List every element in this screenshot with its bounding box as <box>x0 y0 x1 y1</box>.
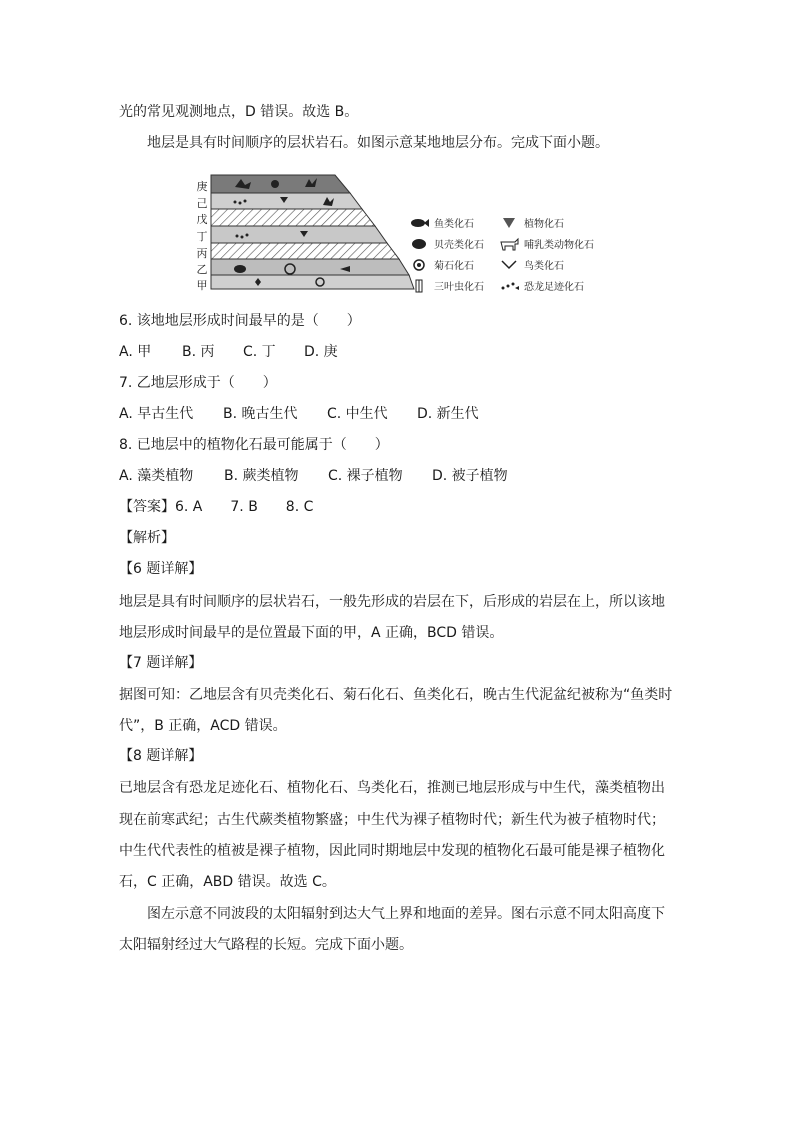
legend-label: 鸟类化石 <box>524 261 564 272</box>
option-b: B. 蕨类植物 <box>224 468 299 484</box>
legend-label: 哺乳类动物化石 <box>524 240 594 251</box>
option-b: B. 晚古生代 <box>223 406 298 422</box>
detail-8-line: 现在前寒武纪；古生代蕨类植物繁盛；中生代为裸子植物时代；新生代为被子植物时代； <box>119 812 665 828</box>
legend-label: 恐龙足迹化石 <box>524 282 584 293</box>
answer-line: 【答案】6. A 7. B 8. C <box>119 499 314 515</box>
layer-label: 丁 <box>196 230 208 243</box>
option-a: A. 甲 <box>119 344 152 360</box>
analysis-heading: 【解析】 <box>119 530 175 546</box>
legend-label: 鱼类化石 <box>434 219 474 230</box>
fish-icon <box>408 216 430 230</box>
layer-label: 戊 <box>196 213 208 226</box>
legend-shell <box>408 236 484 251</box>
detail-8-line: 石，C 正确，ABD 错误。故选 C。 <box>119 874 336 890</box>
option-d: D. 被子植物 <box>432 468 508 484</box>
layer-label: 庚 <box>196 180 208 193</box>
legend-mammal <box>498 236 594 251</box>
option-c: C. 中生代 <box>327 406 388 422</box>
question-8: 8. 已地层中的植物化石最可能属于（ ） <box>119 437 389 453</box>
dinosaur-track-icon <box>498 279 520 293</box>
legend-dinosaur-track <box>498 278 584 293</box>
legend-fish <box>408 215 474 230</box>
paragraph-line: 光的常见观测地点，D 错误。故选 B。 <box>119 104 359 120</box>
ammonite-icon <box>408 258 430 272</box>
shell-icon <box>408 237 430 251</box>
question-6: 6. 该地地层形成时间最早的是（ ） <box>119 313 361 329</box>
question-8-options <box>119 467 508 485</box>
option-b: B. 丙 <box>182 344 215 360</box>
detail-6-line: 地层是具有时间顺序的层状岩石，一般先形成的岩层在下，后形成的岩层在上，所以该地 <box>119 594 665 610</box>
strata-diagram <box>195 165 605 295</box>
trilobite-icon <box>408 279 430 293</box>
strata-figure <box>195 165 605 295</box>
legend-trilobite <box>408 278 484 293</box>
paragraph-intro: 地层是具有时间顺序的层状岩石。如图示意某地地层分布。完成下面小题。 <box>147 135 609 151</box>
mammal-icon <box>498 237 520 251</box>
option-d: D. 新生代 <box>417 406 479 422</box>
detail-7-line: 代”，B 正确，ACD 错误。 <box>119 718 287 734</box>
option-a: A. 藻类植物 <box>119 468 194 484</box>
legend-label: 植物化石 <box>524 219 564 230</box>
option-c: C. 丁 <box>243 344 276 360</box>
plant-icon <box>498 216 520 230</box>
question-7-options <box>119 405 479 423</box>
detail-6-line: 地层形成时间最早的是位置最下面的甲，A 正确，BCD 错误。 <box>119 625 504 641</box>
detail-7-line: 据图可知：乙地层含有贝壳类化石、菊石化石、鱼类化石，晚古生代泥盆纪被称为“鱼类时 <box>119 687 673 703</box>
question-6-options <box>119 343 338 361</box>
layer-label: 甲 <box>196 279 208 292</box>
detail-7-heading: 【7 题详解】 <box>119 655 203 671</box>
detail-8-heading: 【8 题详解】 <box>119 748 203 764</box>
next-intro-line: 太阳辐射经过大气路程的长短。完成下面小题。 <box>119 937 413 953</box>
layer-label: 乙 <box>196 263 208 276</box>
layer-label: 丙 <box>196 247 208 260</box>
option-d: D. 庚 <box>304 344 338 360</box>
legend-label: 三叶虫化石 <box>434 282 484 293</box>
legend-label: 菊石化石 <box>434 261 474 272</box>
question-7: 7. 乙地层形成于（ ） <box>119 375 277 391</box>
legend-ammonite <box>408 257 474 272</box>
detail-6-heading: 【6 题详解】 <box>119 561 203 577</box>
next-intro-line: 图左示意不同波段的太阳辐射到达大气上界和地面的差异。图右示意不同太阳高度下 <box>147 906 665 922</box>
option-c: C. 裸子植物 <box>328 468 403 484</box>
detail-8-line: 已地层含有恐龙足迹化石、植物化石、鸟类化石，推测已地层形成与中生代，藻类植物出 <box>119 780 665 796</box>
legend-label: 贝壳类化石 <box>434 240 484 251</box>
bird-icon <box>498 258 520 272</box>
legend-bird <box>498 257 564 272</box>
layer-label: 己 <box>196 197 208 210</box>
legend-plant <box>498 215 564 230</box>
option-a: A. 早古生代 <box>119 406 194 422</box>
detail-8-line: 中生代代表性的植被是裸子植物，因此同时期地层中发现的植物化石最可能是裸子植物化 <box>119 843 665 859</box>
